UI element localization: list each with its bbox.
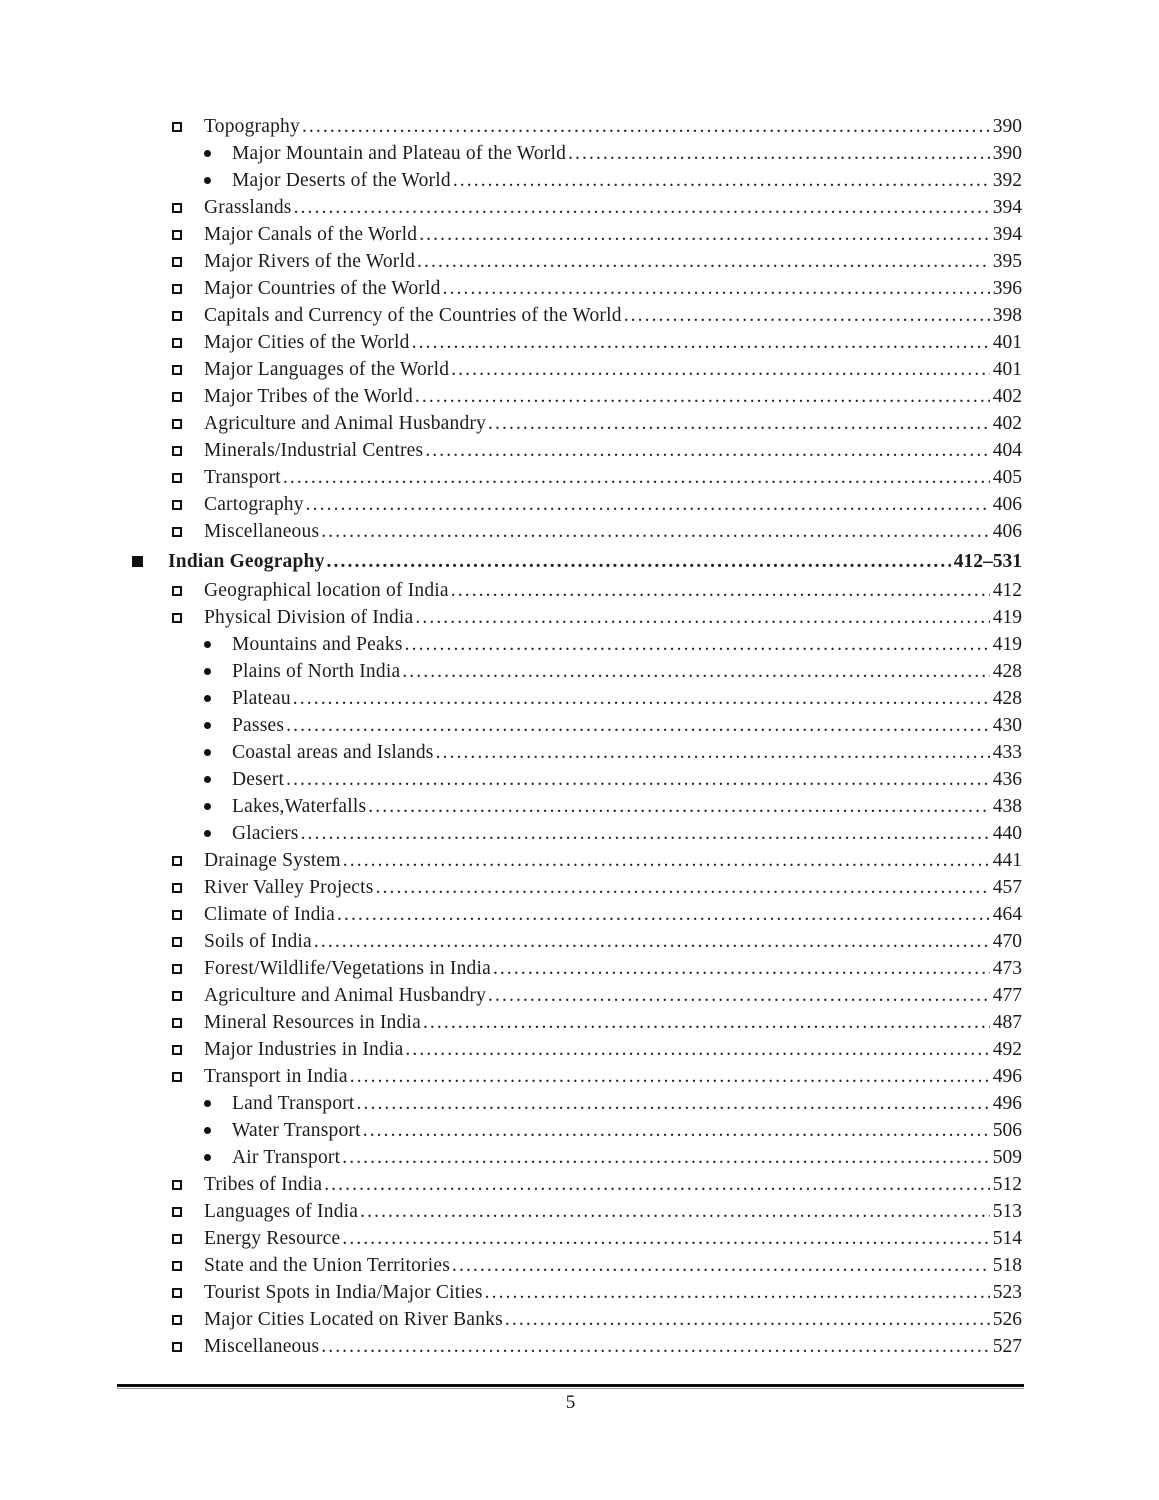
toc-entry [0, 410, 1159, 437]
square-bullet-icon [172, 284, 182, 294]
toc-entry-label: Glaciers [232, 823, 299, 844]
toc-entry [0, 1198, 1159, 1225]
toc-entry-label: Major Canals of the World [204, 224, 418, 245]
toc-entry [0, 113, 1159, 140]
toc-entry-page: 433 [992, 742, 1022, 763]
toc-entry-page: 430 [992, 715, 1022, 736]
dot-leader [363, 1117, 990, 1144]
dot-leader [376, 874, 990, 901]
dot-bullet-icon [204, 1154, 211, 1161]
dot-leader [314, 928, 990, 955]
toc-entry [0, 275, 1159, 302]
toc-entry [0, 577, 1159, 604]
dot-leader [412, 329, 990, 356]
toc-entry-label: Transport in India [204, 1066, 348, 1087]
toc-entry-label: Major Languages of the World [204, 359, 450, 380]
square-bullet-icon [172, 1072, 182, 1082]
toc-entry-label: Major Tribes of the World [204, 386, 413, 407]
dot-leader [286, 766, 990, 793]
toc-entry [0, 766, 1159, 793]
toc-entry-page: 509 [992, 1147, 1022, 1168]
toc-entry-page: 436 [992, 769, 1022, 790]
toc-entry-page: 512 [992, 1174, 1022, 1195]
square-bullet-icon [172, 392, 182, 402]
toc-entry [0, 658, 1159, 685]
toc-entry-page: 390 [992, 143, 1022, 164]
dot-leader [443, 275, 990, 302]
toc-entry [0, 1252, 1159, 1279]
toc-entry-label: Lakes,Waterfalls [232, 796, 367, 817]
square-bullet-icon [172, 1207, 182, 1217]
dot-leader [405, 631, 990, 658]
dot-leader [453, 167, 990, 194]
dot-leader [357, 1090, 990, 1117]
toc-entry-label: Indian Geography [168, 551, 325, 572]
dot-leader [505, 1306, 990, 1333]
dot-leader [324, 1171, 990, 1198]
toc-entry-label: Languages of India [204, 1201, 359, 1222]
toc-entry [0, 874, 1159, 901]
toc-entry-page: 395 [992, 251, 1022, 272]
toc-entry-label: Tourist Spots in India/Major Cities [204, 1282, 483, 1303]
toc-entry-label: Major Industries in India [204, 1039, 404, 1060]
square-bullet-icon [172, 586, 182, 596]
toc-entry-page: 402 [992, 413, 1022, 434]
toc-entry-label: Cartography [204, 494, 304, 515]
toc-entry-label: Grasslands [204, 197, 292, 218]
dot-bullet-icon [204, 1100, 211, 1107]
toc-entry [0, 928, 1159, 955]
toc-entry-page: 401 [992, 332, 1022, 353]
toc-entry-page: 402 [992, 386, 1022, 407]
footer-rule [117, 1384, 1024, 1389]
square-bullet-icon [172, 230, 182, 240]
dot-leader [302, 113, 990, 140]
dot-leader [425, 437, 989, 464]
toc-entry [0, 604, 1159, 631]
square-bullet-icon [172, 613, 182, 623]
square-bullet-icon [172, 1180, 182, 1190]
toc-entry-label: Major Rivers of the World [204, 251, 416, 272]
toc-entry [0, 437, 1159, 464]
toc-entry-page: 470 [992, 931, 1022, 952]
dot-leader [451, 356, 990, 383]
dot-bullet-icon [204, 641, 211, 648]
dot-bullet-icon [204, 830, 211, 837]
square-bullet-icon [172, 937, 182, 947]
toc-entry [0, 1333, 1159, 1360]
toc-entry-page: 398 [992, 305, 1022, 326]
dot-leader [423, 1009, 990, 1036]
toc-entry [0, 739, 1159, 766]
toc-entry-label: Soils of India [204, 931, 312, 952]
square-bullet-icon [172, 1288, 182, 1298]
toc-entry-label: Major Cities of the World [204, 332, 410, 353]
dot-bullet-icon [204, 695, 211, 702]
toc-entry [0, 548, 1159, 575]
toc-entry-page: 518 [992, 1255, 1022, 1276]
square-bullet-icon [172, 991, 182, 1001]
toc-entry-label: Major Cities Located on River Banks [204, 1309, 503, 1330]
toc-entry-label: Transport [204, 467, 281, 488]
dot-leader [485, 1279, 990, 1306]
dot-leader [286, 712, 990, 739]
toc-entry-page: 392 [992, 170, 1022, 191]
toc-entry-page: 464 [992, 904, 1022, 925]
toc-entry-page: 412–531 [953, 551, 1022, 572]
square-bullet-icon [172, 964, 182, 974]
toc-entry-label: Major Deserts of the World [232, 170, 451, 191]
toc-entry-page: 506 [992, 1120, 1022, 1141]
dot-leader [306, 491, 990, 518]
dot-leader [493, 955, 990, 982]
dot-leader [417, 248, 990, 275]
toc-entry-label: Miscellaneous [204, 521, 320, 542]
toc-entry-label: Passes [232, 715, 285, 736]
toc-entry-page: 487 [992, 1012, 1022, 1033]
toc-entry-page: 457 [992, 877, 1022, 898]
dot-leader [337, 901, 990, 928]
toc-entry [0, 1117, 1159, 1144]
filled-square-bullet-icon [132, 556, 143, 567]
toc-entry [0, 1306, 1159, 1333]
square-bullet-icon [172, 419, 182, 429]
square-bullet-icon [172, 1261, 182, 1271]
square-bullet-icon [172, 527, 182, 537]
toc-entry [0, 248, 1159, 275]
toc-entry [0, 1144, 1159, 1171]
toc-entry-label: Climate of India [204, 904, 335, 925]
square-bullet-icon [172, 883, 182, 893]
toc-entry-page: 526 [992, 1309, 1022, 1330]
toc-entry [0, 194, 1159, 221]
dot-leader [415, 383, 990, 410]
dot-leader [321, 1333, 990, 1360]
dot-leader [343, 847, 990, 874]
toc-entry-page: 419 [992, 607, 1022, 628]
toc-entry-page: 390 [992, 116, 1022, 137]
toc-entry-label: Desert [232, 769, 285, 790]
toc-entry-label: Geographical location of India [204, 580, 449, 601]
dot-bullet-icon [204, 668, 211, 675]
dot-leader [419, 221, 990, 248]
toc-entry-page: 473 [992, 958, 1022, 979]
toc-entry [0, 1279, 1159, 1306]
toc-entry-label: River Valley Projects [204, 877, 374, 898]
dot-leader [488, 410, 990, 437]
dot-leader [368, 793, 989, 820]
toc-entry [0, 167, 1159, 194]
toc-entry-page: 428 [992, 661, 1022, 682]
toc-entry [0, 955, 1159, 982]
toc-entry-label: Plains of North India [232, 661, 401, 682]
toc-entry-label: Coastal areas and Islands [232, 742, 434, 763]
square-bullet-icon [172, 1234, 182, 1244]
dot-bullet-icon [204, 177, 211, 184]
toc-entry-page: 428 [992, 688, 1022, 709]
toc-entry-label: Agriculture and Animal Husbandry [204, 413, 487, 434]
toc-entry-page: 406 [992, 494, 1022, 515]
dot-leader [293, 685, 990, 712]
toc-entry-label: Plateau [232, 688, 291, 709]
dot-leader [415, 604, 989, 631]
toc-entry [0, 302, 1159, 329]
toc-entry-label: Air Transport [232, 1147, 341, 1168]
toc-entry [0, 1090, 1159, 1117]
toc-entry-page: 419 [992, 634, 1022, 655]
toc-entry-page: 396 [992, 278, 1022, 299]
toc-entry [0, 140, 1159, 167]
toc-entry [0, 712, 1159, 739]
square-bullet-icon [172, 1342, 182, 1352]
toc-entry-label: Minerals/Industrial Centres [204, 440, 424, 461]
toc-entry-label: Topography [204, 116, 300, 137]
toc-entry [0, 1171, 1159, 1198]
toc-entry-page: 441 [992, 850, 1022, 871]
square-bullet-icon [172, 856, 182, 866]
dot-leader [624, 302, 990, 329]
toc-entry-page: 496 [992, 1093, 1022, 1114]
toc-entry [0, 383, 1159, 410]
toc-entry-page: 404 [992, 440, 1022, 461]
dot-bullet-icon [204, 1127, 211, 1134]
toc-entry-label: Mountains and Peaks [232, 634, 403, 655]
toc-entry [0, 518, 1159, 545]
toc-entry [0, 491, 1159, 518]
toc-entry [0, 464, 1159, 491]
dot-leader [321, 518, 990, 545]
square-bullet-icon [172, 257, 182, 267]
toc-entry-label: Land Transport [232, 1093, 355, 1114]
dot-leader [327, 548, 951, 575]
toc-entry [0, 356, 1159, 383]
toc-entry-label: Drainage System [204, 850, 341, 871]
toc-entry-page: 412 [992, 580, 1022, 601]
toc-entry-label: Energy Resource [204, 1228, 341, 1249]
toc-entry-label: Capitals and Currency of the Countries of the World [204, 305, 622, 326]
toc-entry [0, 1063, 1159, 1090]
toc-entry-page: 406 [992, 521, 1022, 542]
dot-bullet-icon [204, 150, 211, 157]
dot-leader [436, 739, 990, 766]
toc-entry [0, 221, 1159, 248]
toc-entry-page: 438 [992, 796, 1022, 817]
toc-entry-label: Major Countries of the World [204, 278, 441, 299]
toc-entry-page: 513 [992, 1201, 1022, 1222]
dot-leader [301, 820, 990, 847]
toc-entry [0, 793, 1159, 820]
toc-entry-label: Major Mountain and Plateau of the World [232, 143, 567, 164]
toc-list [0, 113, 1159, 1360]
dot-leader [350, 1063, 990, 1090]
toc-entry [0, 847, 1159, 874]
toc-entry [0, 982, 1159, 1009]
dot-bullet-icon [204, 749, 211, 756]
toc-entry-label: Water Transport [232, 1120, 361, 1141]
toc-entry-label: Agriculture and Animal Husbandry [204, 985, 487, 1006]
dot-leader [452, 1252, 990, 1279]
square-bullet-icon [172, 446, 182, 456]
square-bullet-icon [172, 1045, 182, 1055]
toc-entry-page: 527 [992, 1336, 1022, 1357]
dot-leader [294, 194, 990, 221]
square-bullet-icon [172, 910, 182, 920]
dot-leader [283, 464, 990, 491]
toc-entry-page: 394 [992, 197, 1022, 218]
dot-leader [568, 140, 990, 167]
toc-entry-page: 405 [992, 467, 1022, 488]
toc-entry-label: Physical Division of India [204, 607, 414, 628]
dot-leader [360, 1198, 990, 1225]
toc-entry [0, 1036, 1159, 1063]
dot-bullet-icon [204, 803, 211, 810]
toc-entry-label: Mineral Resources in India [204, 1012, 421, 1033]
square-bullet-icon [172, 311, 182, 321]
toc-entry-label: State and the Union Territories [204, 1255, 450, 1276]
toc-entry [0, 329, 1159, 356]
square-bullet-icon [172, 1315, 182, 1325]
toc-entry [0, 901, 1159, 928]
page-number: 5 [565, 1392, 576, 1413]
dot-leader [488, 982, 990, 1009]
toc-entry [0, 1009, 1159, 1036]
dot-leader [451, 577, 990, 604]
square-bullet-icon [172, 1018, 182, 1028]
toc-entry [0, 631, 1159, 658]
toc-entry-page: 496 [992, 1066, 1022, 1087]
toc-entry-label: Tribes of India [204, 1174, 323, 1195]
toc-entry-page: 514 [992, 1228, 1022, 1249]
dot-bullet-icon [204, 776, 211, 783]
toc-entry [0, 820, 1159, 847]
toc-entry [0, 1225, 1159, 1252]
toc-entry-page: 440 [992, 823, 1022, 844]
toc-entry-page: 477 [992, 985, 1022, 1006]
toc-entry-label: Forest/Wildlife/Vegetations in India [204, 958, 491, 979]
toc-entry-page: 523 [992, 1282, 1022, 1303]
dot-leader [342, 1144, 990, 1171]
dot-leader [405, 1036, 989, 1063]
dot-leader [342, 1225, 989, 1252]
square-bullet-icon [172, 365, 182, 375]
toc-entry-label: Miscellaneous [204, 1336, 320, 1357]
toc-entry-page: 401 [992, 359, 1022, 380]
toc-entry-page: 394 [992, 224, 1022, 245]
dot-leader [402, 658, 989, 685]
square-bullet-icon [172, 338, 182, 348]
square-bullet-icon [172, 203, 182, 213]
square-bullet-icon [172, 500, 182, 510]
dot-bullet-icon [204, 722, 211, 729]
toc-entry [0, 685, 1159, 712]
square-bullet-icon [172, 122, 182, 132]
square-bullet-icon [172, 473, 182, 483]
toc-entry-page: 492 [992, 1039, 1022, 1060]
